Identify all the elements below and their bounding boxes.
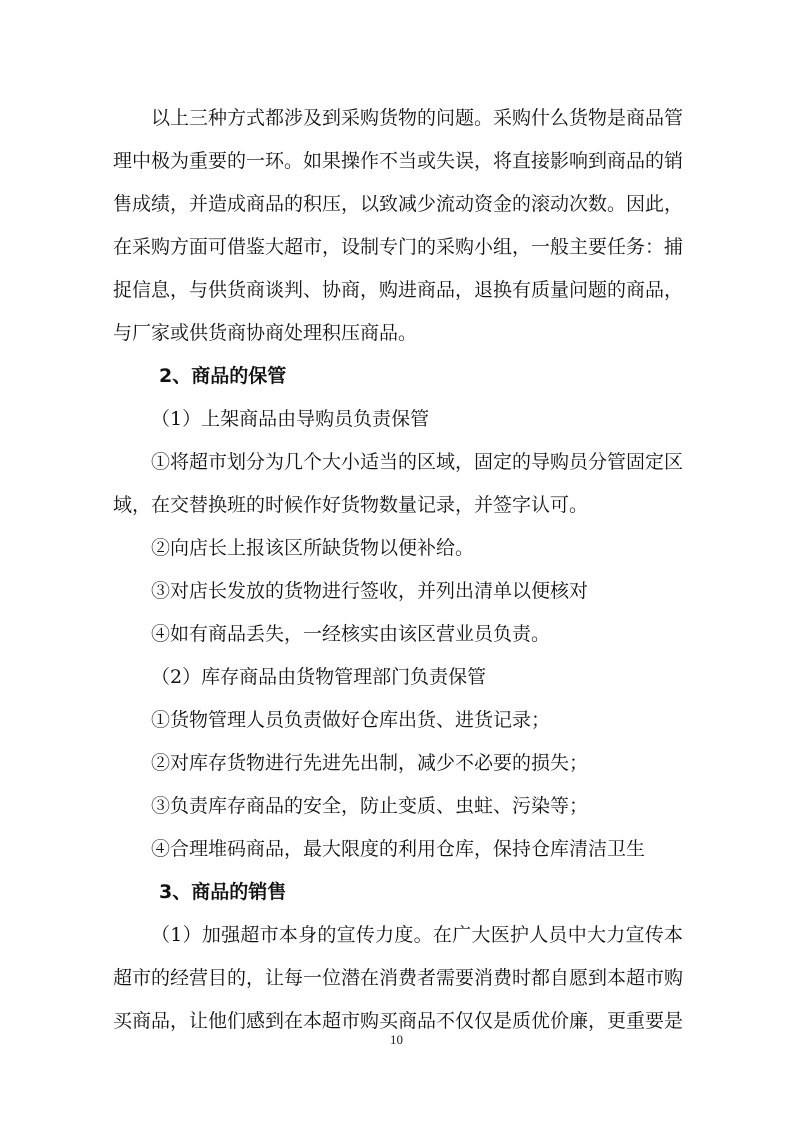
- list-item: ①将超市划分为几个大小适当的区域，固定的导购员分管固定区: [151, 451, 683, 473]
- section-heading-storage: 2、商品的保管: [159, 365, 287, 387]
- list-item-continuation: 域，在交替换班的时候作好货物数量记录，并签字认可。: [113, 494, 589, 516]
- paragraph-line: 与厂家或供货商协商处理积压商品。: [113, 322, 418, 344]
- paragraph-line: （1）加强超市本身的宣传力度。在广大医护人员中大力宣传本: [151, 924, 683, 946]
- page-body: [113, 97, 683, 1043]
- list-item: ④如有商品丢失，一经核实由该区营业员负责。: [151, 623, 551, 645]
- list-item: ③对店长发放的货物进行签收，并列出清单以便核对: [151, 580, 589, 602]
- list-item: ②向店长上报该区所缺货物以便补给。: [151, 537, 475, 559]
- page-number: 10: [390, 1032, 403, 1047]
- paragraph-line: 理中极为重要的一环。如果操作不当或失误，将直接影响到商品的销: [113, 150, 683, 172]
- paragraph-line: 在采购方面可借鉴大超市，设制专门的采购小组，一般主要任务：捕: [113, 236, 683, 258]
- list-item: ②对库存货物进行先进先出制，减少不必要的损失；: [151, 752, 589, 774]
- subsection-title: （1）上架商品由导购员负责保管: [151, 408, 430, 430]
- subsection-title: （2）库存商品由货物管理部门负责保管: [151, 666, 487, 688]
- list-item: ①货物管理人员负责做好仓库出货、进货记录；: [151, 709, 551, 731]
- paragraph-line: 超市的经营目的，让每一位潜在消费者需要消费时都自愿到本超市购: [113, 967, 683, 989]
- paragraph-line: 买商品，让他们感到在本超市购买商品不仅仅是质优价廉，更重要是: [113, 1010, 683, 1032]
- paragraph-line: 捉信息，与供货商谈判、协商，购进商品，退换有质量问题的商品，: [113, 279, 683, 301]
- paragraph-line: 售成绩，并造成商品的积压，以致减少流动资金的滚动次数。因此，: [113, 193, 683, 215]
- section-heading-sales: 3、商品的销售: [159, 881, 287, 903]
- list-item: ④合理堆码商品，最大限度的利用仓库，保持仓库清洁卫生: [151, 838, 646, 860]
- list-item: ③负责库存商品的安全，防止变质、虫蛀、污染等；: [151, 795, 589, 817]
- paragraph-line: 以上三种方式都涉及到采购货物的问题。采购什么货物是商品管: [151, 107, 683, 129]
